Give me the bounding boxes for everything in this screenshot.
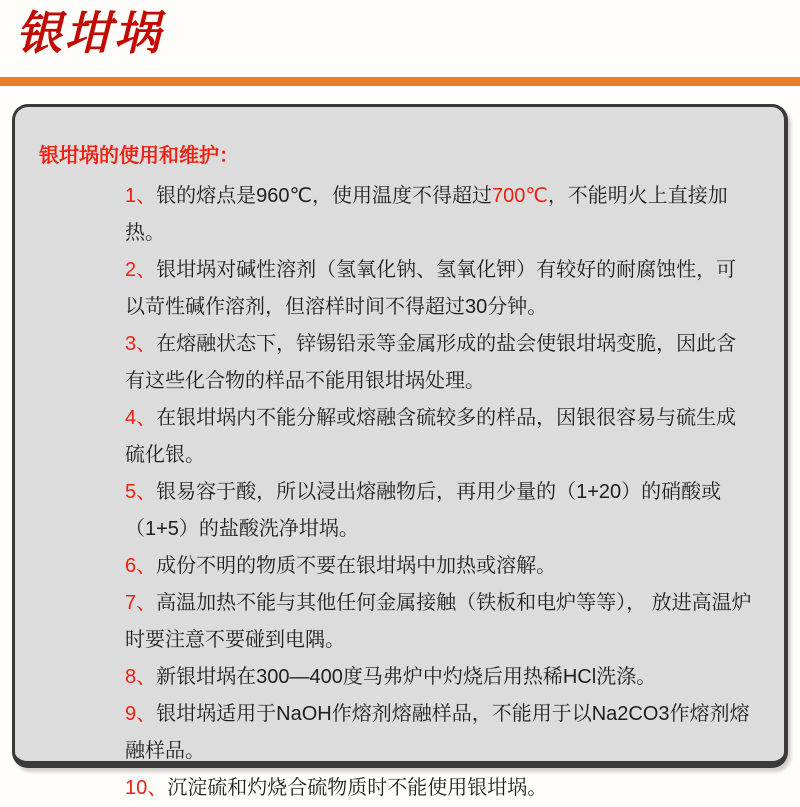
- item-text: [125, 481, 721, 540]
- item-number: 4、: [125, 407, 157, 429]
- list-item: [125, 252, 756, 326]
- item-text: [156, 666, 656, 688]
- item-number: 7、: [125, 592, 157, 614]
- item-number: 6、: [125, 555, 157, 577]
- item-number: 5、: [125, 481, 157, 503]
- item-text-run: 在熔融状态下，锌锡铅汞等金属形成的盐会使银坩埚变脆，因此含有这些化合物的样品不能用银坩埚处理。: [125, 333, 737, 392]
- item-text-run: ，不能明火上直接加热。: [125, 185, 728, 244]
- list-item: [125, 474, 756, 548]
- instruction-list: [15, 178, 784, 807]
- section-heading: 银坩埚的使用和维护：: [39, 145, 239, 167]
- item-text-run: 成份不明的物质不要在银坩埚中加热或溶解。: [156, 555, 557, 577]
- item-text-run: 银易容于酸，所以浸出熔融物后，再用少量的（1+20）的硝酸或（1+5）的盐酸洗净坩埚。: [125, 481, 722, 540]
- item-text-run: 银坩埚适用于NaOH作熔剂熔融样品，不能用于以Na2CO3作熔剂熔融样品。: [125, 703, 750, 762]
- item-text-run: 银的熔点是960℃，使用温度不得超过: [156, 185, 492, 207]
- item-text: [125, 185, 728, 244]
- item-text: [125, 703, 750, 762]
- item-number: 9、: [125, 703, 157, 725]
- item-number: 8、: [125, 666, 157, 688]
- item-text-run: 高温加热不能与其他任何金属接触（铁板和电炉等等）， 放进高温炉时要注意不要碰到电隅。: [125, 592, 752, 651]
- item-text-run: 新银坩埚在300—400度马弗炉中灼烧后用热稀HCl洗涤。: [156, 666, 657, 688]
- item-text: [125, 333, 736, 392]
- item-text: [167, 777, 547, 799]
- item-text: [156, 555, 556, 577]
- page-title: 银坩埚: [16, 7, 163, 59]
- list-item: [125, 659, 756, 696]
- item-text: [125, 592, 752, 651]
- item-number: 1、: [125, 185, 157, 207]
- item-text: [125, 407, 736, 466]
- list-item: [125, 400, 756, 474]
- list-item: [125, 696, 756, 770]
- accent-divider-bar: [0, 77, 800, 86]
- list-item: [125, 585, 756, 659]
- item-number: 3、: [125, 333, 157, 355]
- list-item: [125, 770, 756, 807]
- list-item: [125, 178, 756, 252]
- list-item: [125, 326, 756, 400]
- list-item: [125, 548, 756, 585]
- item-text-run: 银坩埚对碱性溶剂（氢氧化钠、氢氧化钾）有较好的耐腐蚀性，可以苛性碱作溶剂，但溶样时间不得超过30分钟。: [125, 259, 737, 318]
- item-text-run: 沉淀硫和灼烧合硫物质时不能使用银坩埚。: [167, 777, 548, 799]
- item-text: [125, 259, 736, 318]
- content-box: [12, 104, 788, 799]
- item-text-highlight: 700℃: [491, 185, 548, 207]
- item-number: 2、: [125, 259, 157, 281]
- item-text-run: 在银坩埚内不能分解或熔融含硫较多的样品，因银很容易与硫生成硫化银。: [125, 407, 737, 466]
- item-number: 10、: [125, 777, 168, 799]
